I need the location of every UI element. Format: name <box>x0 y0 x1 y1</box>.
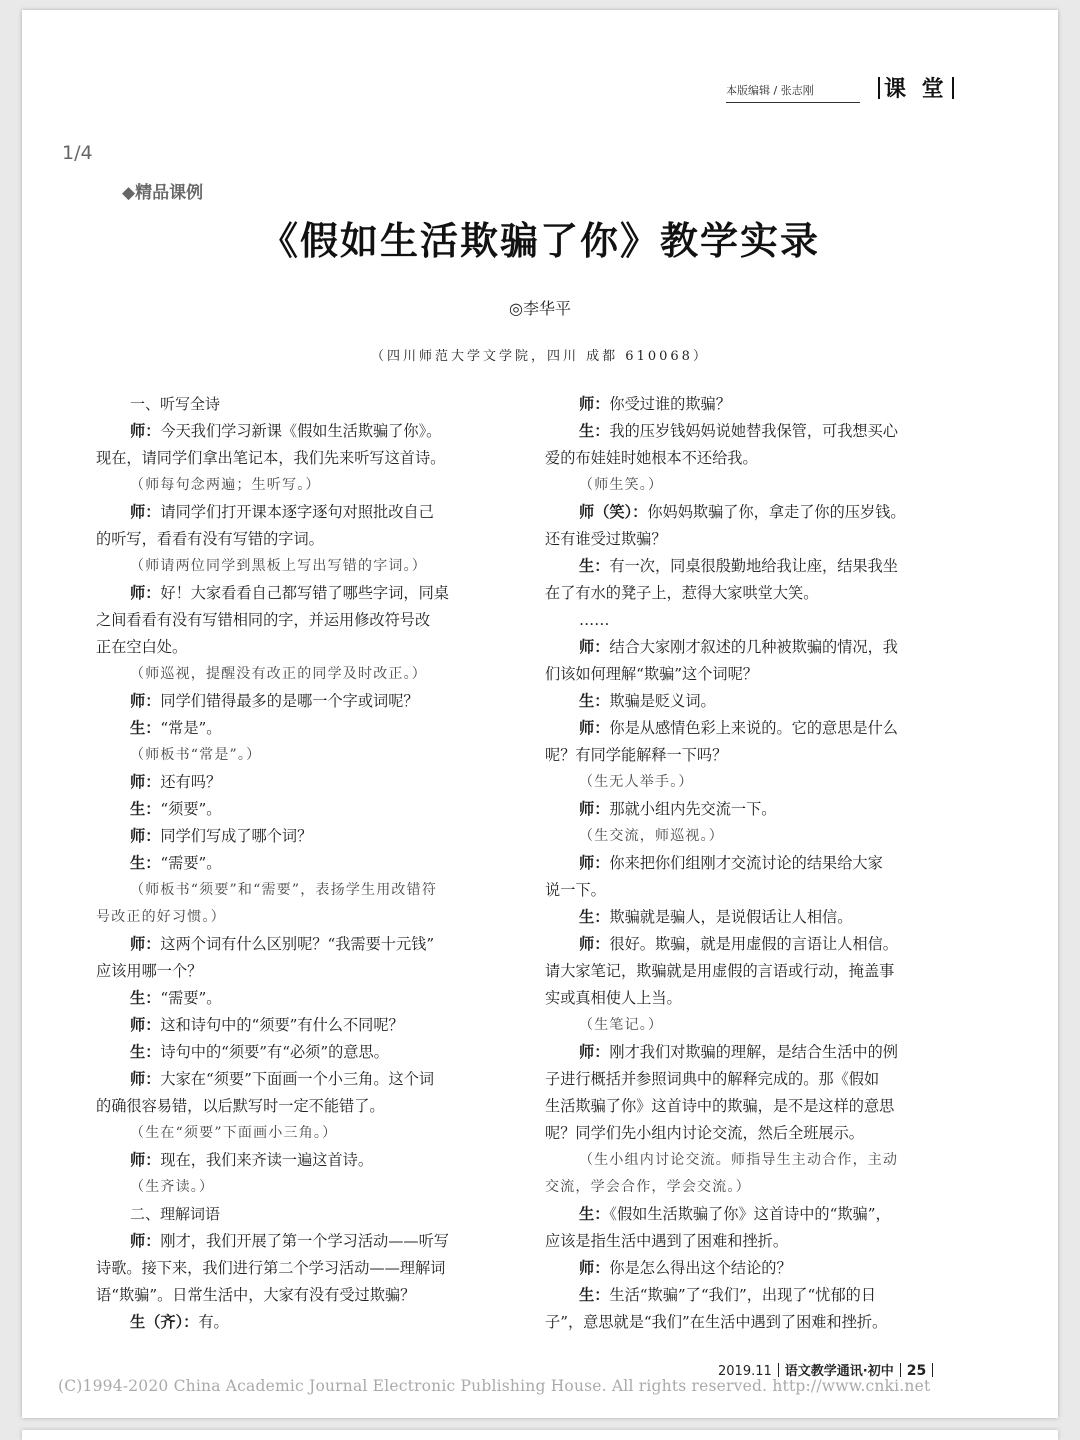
line-text: 现在，请同学们拿出笔记本，我们先来听写这首诗。 <box>96 449 446 467</box>
text-line <box>96 1174 512 1201</box>
text-line <box>96 472 512 499</box>
text-line <box>96 418 512 445</box>
text-line <box>96 1039 512 1066</box>
line-text: 请同学们打开课本逐字逐句对照批改自己 <box>160 503 434 521</box>
speaker-label: 师： <box>130 1232 161 1250</box>
speaker-label: 师： <box>130 1016 161 1034</box>
speaker-label: 师： <box>130 692 161 710</box>
line-text: 一、听写全诗 <box>130 395 221 413</box>
speaker-label: 生： <box>130 800 161 818</box>
left-column <box>96 391 512 1336</box>
section-bar-right <box>952 77 954 99</box>
text-line <box>545 1066 961 1093</box>
section-tag <box>874 72 958 103</box>
text-line <box>96 580 512 607</box>
text-line <box>545 1255 961 1282</box>
page-number: 25 <box>906 1363 927 1379</box>
issue-date: 2019.11 <box>718 1364 772 1379</box>
text-line <box>545 823 961 850</box>
text-line <box>96 688 512 715</box>
speaker-label: 师： <box>579 719 610 737</box>
speaker-label: 师： <box>579 800 610 818</box>
speaker-label: 师： <box>579 1043 610 1061</box>
text-line <box>96 1120 512 1147</box>
text-line <box>545 1093 961 1120</box>
speaker-label: 生： <box>130 854 161 872</box>
text-line <box>96 769 512 796</box>
text-line <box>545 769 961 796</box>
footer-divider <box>932 1363 933 1377</box>
journal-name: 语文教学通讯·初中 <box>784 1364 894 1379</box>
line-text: 们该如何理解“欺骗”这个词呢？ <box>545 665 758 683</box>
speaker-label: 师（笑）： <box>579 503 648 521</box>
line-text: 还有吗？ <box>160 773 222 791</box>
text-line <box>96 715 512 742</box>
editor-credit: 本版编辑 / 张志刚 <box>726 82 860 103</box>
text-line <box>96 850 512 877</box>
text-line <box>96 499 512 526</box>
text-line <box>545 1309 961 1336</box>
text-line <box>545 1039 961 1066</box>
text-line <box>96 1147 512 1174</box>
text-line <box>96 823 512 850</box>
line-text: 有一次，同桌很殷勤地给我让座，结果我坐 <box>609 557 898 575</box>
section-bar-left <box>878 77 880 99</box>
line-text: “须要”。 <box>160 800 222 818</box>
line-text: 请大家笔记，欺骗就是用虚假的言语或行动，掩盖事 <box>545 962 895 980</box>
line-text: （生小组内讨论交流。师指导生主动合作，主动 <box>579 1152 899 1168</box>
text-line <box>545 526 961 553</box>
line-text: （师每句念两遍；生听写。） <box>130 477 321 493</box>
speaker-label: 生： <box>130 719 161 737</box>
footer-divider <box>900 1363 901 1377</box>
text-line <box>545 472 961 499</box>
line-text: 生活欺骗了你》这首诗中的欺骗，是不是这样的意思 <box>545 1097 895 1115</box>
line-text: 那就小组内先交流一下。 <box>609 800 777 818</box>
line-text: “需要”。 <box>160 854 222 872</box>
author: ◎李华平 <box>509 299 571 318</box>
text-line <box>96 607 512 634</box>
line-text: 二、理解词语 <box>130 1205 221 1223</box>
line-text: （生笔记。） <box>579 1017 664 1033</box>
copyright-watermark: (C)1994-2020 China Academic Journal Electronic Publishing House. All rights reserved. http://www.cnki.net <box>58 1377 931 1395</box>
text-line <box>545 553 961 580</box>
footer-divider <box>778 1363 779 1377</box>
line-text: 这和诗句中的“须要”有什么不同呢？ <box>160 1016 404 1034</box>
text-line <box>545 958 961 985</box>
text-line <box>545 661 961 688</box>
line-text: 子进行概括并参照词典中的解释完成的。那《假如 <box>545 1070 880 1088</box>
speaker-label: 生： <box>130 989 161 1007</box>
line-text: …… <box>579 611 610 629</box>
speaker-label: 师： <box>130 827 161 845</box>
text-line <box>545 1201 961 1228</box>
text-line <box>545 985 961 1012</box>
line-text: 的听写，看看有没有写错的字词。 <box>96 530 324 548</box>
speaker-label: 生： <box>579 1286 610 1304</box>
line-text: 同学们错得最多的是哪一个字或词呢？ <box>160 692 419 710</box>
speaker-label: 师： <box>579 638 610 656</box>
text-line <box>545 904 961 931</box>
text-line <box>96 1228 512 1255</box>
right-column <box>545 391 961 1336</box>
line-text: 欺骗就是骗人，是说假话让人相信。 <box>609 908 853 926</box>
line-text: （师板书“常是”。） <box>130 747 262 763</box>
line-text: 爱的布娃娃时她根本不还给我。 <box>545 449 758 467</box>
text-line <box>96 904 512 931</box>
line-text: 呢？同学们先小组内讨论交流，然后全班展示。 <box>545 1124 864 1142</box>
text-line <box>96 958 512 985</box>
speaker-label: 师： <box>579 854 610 872</box>
speaker-label: 师： <box>130 584 161 602</box>
line-text: 在了有水的凳子上，惹得大家哄堂大笑。 <box>545 584 819 602</box>
column-label: ◆精品课例 <box>122 183 204 203</box>
speaker-label: 师： <box>579 935 610 953</box>
page-indicator: 1/4 <box>62 142 93 164</box>
speaker-label: 师： <box>130 1151 161 1169</box>
line-text: 同学们写成了哪个词？ <box>160 827 313 845</box>
text-line <box>96 796 512 823</box>
journal-page <box>22 10 1058 1418</box>
text-line <box>96 1093 512 1120</box>
line-text: （师板书“须要”和“需要”，表扬学生用改错符 <box>130 882 438 898</box>
line-text: 刚才，我们开展了第一个学习活动——听写 <box>160 1232 449 1250</box>
line-text: （师请两位同学到黑板上写出写错的字词。） <box>130 558 427 574</box>
text-line <box>545 715 961 742</box>
text-line <box>96 1066 512 1093</box>
text-line <box>96 1255 512 1282</box>
text-line <box>545 391 961 418</box>
text-line <box>545 688 961 715</box>
line-text: 的确很容易错，以后默写时一定不能错了。 <box>96 1097 385 1115</box>
speaker-label: 师： <box>579 1259 610 1277</box>
text-line <box>545 742 961 769</box>
line-text: 大家在“须要”下面画一个小三角。这个词 <box>160 1070 435 1088</box>
line-text: 你是怎么得出这个结论的？ <box>609 1259 792 1277</box>
text-line <box>96 1012 512 1039</box>
text-line <box>96 526 512 553</box>
text-line <box>545 1174 961 1201</box>
text-line <box>96 742 512 769</box>
line-text: 应该用哪一个？ <box>96 962 203 980</box>
line-text: 诗句中的“须要”有“必须”的意思。 <box>160 1043 389 1061</box>
line-text: （师生笑。） <box>579 477 664 493</box>
text-line <box>545 418 961 445</box>
line-text: 生活“欺骗”了“我们”，出现了“忧郁的日 <box>609 1286 877 1304</box>
line-text: 子”，意思就是“我们”在生活中遇到了困难和挫折。 <box>545 1313 888 1331</box>
line-text: 你受过谁的欺骗？ <box>609 395 731 413</box>
line-text: （师巡视，提醒没有改正的同学及时改正。） <box>130 666 427 682</box>
text-line <box>545 580 961 607</box>
line-text: 欺骗是贬义词。 <box>609 692 716 710</box>
text-line <box>545 796 961 823</box>
line-text: 你是从感情色彩上来说的。它的意思是什么 <box>609 719 898 737</box>
line-text: “常是”。 <box>160 719 222 737</box>
line-text: 很好。欺骗，就是用虚假的言语让人相信。 <box>609 935 898 953</box>
speaker-label: 师： <box>130 773 161 791</box>
speaker-label: 生（齐）： <box>130 1313 199 1331</box>
line-text: 语“欺骗”。日常生活中，大家有没有受过欺骗？ <box>96 1286 416 1304</box>
line-text: 好！大家看看自己都写错了哪些字词，同桌 <box>160 584 449 602</box>
speaker-label: 生： <box>579 692 610 710</box>
speaker-label: 生： <box>579 1205 610 1223</box>
text-line <box>96 1282 512 1309</box>
text-line <box>96 634 512 661</box>
text-line <box>545 1282 961 1309</box>
text-line <box>545 634 961 661</box>
line-text: 现在，我们来齐读一遍这首诗。 <box>160 1151 373 1169</box>
line-text: “需要”。 <box>160 989 222 1007</box>
speaker-label: 生： <box>579 557 610 575</box>
text-line <box>96 445 512 472</box>
speaker-label: 生： <box>579 908 610 926</box>
line-text: 正在空白处。 <box>96 638 188 656</box>
line-text: 这两个词有什么区别呢？“我需要十元钱” <box>160 935 435 953</box>
speaker-label: 师： <box>130 935 161 953</box>
text-line <box>96 661 512 688</box>
text-line <box>545 850 961 877</box>
text-line <box>545 1147 961 1174</box>
line-text: 呢？有同学能解释一下吗？ <box>545 746 728 764</box>
line-text: 诗歌。接下来，我们进行第二个学习活动——理解词 <box>96 1259 446 1277</box>
line-text: 交流，学会合作，学会交流。） <box>545 1179 751 1195</box>
text-line <box>545 1228 961 1255</box>
line-text: （生无人举手。） <box>579 774 694 790</box>
line-text: 结合大家刚才叙述的几种被欺骗的情况，我 <box>609 638 898 656</box>
section-label: 课 堂 <box>884 77 948 102</box>
affiliation: （四川师范大学文学院，四川 成都 610068） <box>371 349 709 364</box>
speaker-label: 师： <box>579 395 610 413</box>
line-text: 实或真相使人上当。 <box>545 989 682 1007</box>
text-line <box>96 1309 512 1336</box>
article-title: 《假如生活欺骗了你》教学实录 <box>259 218 820 263</box>
text-line <box>545 607 961 634</box>
speaker-label: 师： <box>130 1070 161 1088</box>
speaker-label: 师： <box>130 503 161 521</box>
line-text: 说一下。 <box>545 881 606 899</box>
text-line <box>96 391 512 418</box>
speaker-label: 生： <box>579 422 610 440</box>
text-line <box>545 877 961 904</box>
line-text: 我的压岁钱妈妈说她替我保管，可我想买心 <box>609 422 898 440</box>
speaker-label: 生： <box>130 1043 161 1061</box>
line-text: 你妈妈欺骗了你，拿走了你的压岁钱。 <box>647 503 906 521</box>
line-text: 今天我们学习新课《假如生活欺骗了你》。 <box>160 422 442 440</box>
line-text: 你来把你们组刚才交流讨论的结果给大家 <box>609 854 883 872</box>
line-text: 应该是指生活中遇到了困难和挫折。 <box>545 1232 788 1250</box>
text-line <box>545 445 961 472</box>
text-line <box>96 877 512 904</box>
text-line <box>545 1012 961 1039</box>
line-text: （生齐读。） <box>130 1179 215 1195</box>
next-page-edge <box>22 1430 1058 1440</box>
text-line <box>96 553 512 580</box>
line-text: 之间看看有没有写错相同的字，并运用修改符号改 <box>96 611 431 629</box>
line-text: 号改正的好习惯。） <box>96 909 226 925</box>
line-text: 刚才我们对欺骗的理解，是结合生活中的例 <box>609 1043 898 1061</box>
text-line <box>545 1120 961 1147</box>
text-line <box>545 499 961 526</box>
line-text: 还有谁受过欺骗？ <box>545 530 667 548</box>
line-text: （生交流，师巡视。） <box>579 828 724 844</box>
line-text: （生在“须要”下面画小三角。） <box>130 1125 338 1141</box>
line-text: 有。 <box>198 1313 229 1331</box>
text-line <box>545 931 961 958</box>
speaker-label: 师： <box>130 422 161 440</box>
text-line <box>96 985 512 1012</box>
line-text: 《假如生活欺骗了你》这首诗中的“欺骗”， <box>609 1205 891 1223</box>
text-line <box>96 1201 512 1228</box>
text-line <box>96 931 512 958</box>
